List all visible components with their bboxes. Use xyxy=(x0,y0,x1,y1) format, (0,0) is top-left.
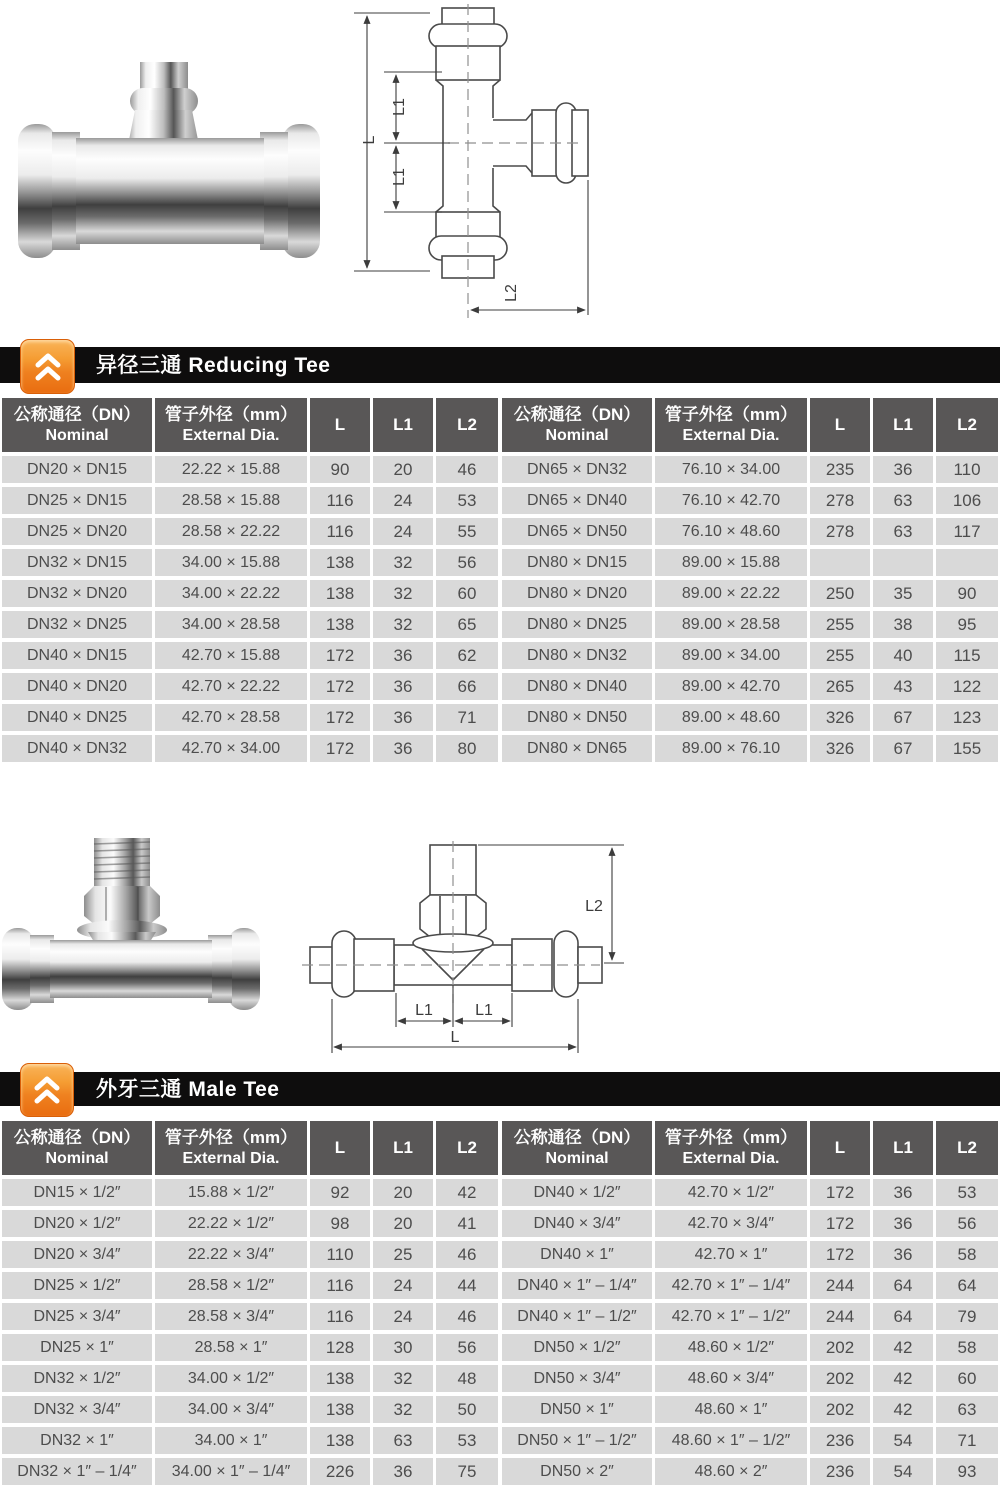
header-row xyxy=(502,1121,998,1175)
table-cell: 89.00 × 34.00 xyxy=(655,642,807,669)
double-chevron-up-icon xyxy=(28,1072,66,1108)
table-cell: DN32 × 1/2″ xyxy=(2,1365,152,1392)
column-header: L2 xyxy=(936,1121,998,1175)
press-bead-right xyxy=(228,928,260,1010)
table-cell: 34.00 × 28.58 xyxy=(155,611,307,638)
table-cell: 63 xyxy=(373,1427,433,1454)
table-cell: 36 xyxy=(873,1241,933,1268)
table-cell: 46 xyxy=(436,456,498,483)
table-row xyxy=(502,1303,998,1330)
table-cell: DN32 × 1″ – 1/4″ xyxy=(2,1458,152,1485)
male-tee-drawing xyxy=(300,833,665,1065)
header-row xyxy=(502,398,998,452)
table-cell: 42.70 × 15.88 xyxy=(155,642,307,669)
dim-label-l: L xyxy=(361,135,378,145)
table-cell: 50 xyxy=(436,1396,498,1423)
table-cell: DN40 × DN32 xyxy=(2,735,152,762)
table-row xyxy=(502,611,998,638)
table-cell: 79 xyxy=(936,1303,998,1330)
table-row xyxy=(2,1241,498,1268)
table-cell: DN32 × DN20 xyxy=(2,580,152,607)
table-cell: 24 xyxy=(373,518,433,545)
table-cell: 32 xyxy=(373,611,433,638)
table-cell: 42.70 × 28.58 xyxy=(155,704,307,731)
table-cell: 75 xyxy=(436,1458,498,1485)
table-row xyxy=(2,1427,498,1454)
table-cell: 110 xyxy=(310,1241,370,1268)
reducing-section-badge xyxy=(20,339,75,394)
table-cell: DN40 × 1″ – 1/4″ xyxy=(502,1272,652,1299)
table-cell: 236 xyxy=(810,1427,870,1454)
column-header: L1 xyxy=(373,398,433,452)
table-cell: 46 xyxy=(436,1303,498,1330)
table-cell: 278 xyxy=(810,487,870,514)
table-cell: 255 xyxy=(810,611,870,638)
table-cell: 64 xyxy=(873,1272,933,1299)
table-cell: 34.00 × 3/4″ xyxy=(155,1396,307,1423)
table-cell: 58 xyxy=(936,1334,998,1361)
reducing-section-title: 异径三通 Reducing Tee xyxy=(96,354,331,377)
reducing-tee-table xyxy=(2,398,1000,762)
table-row xyxy=(2,673,498,700)
press-sleeve-right xyxy=(260,132,288,250)
tee-outline xyxy=(310,845,602,997)
table-cell: 48 xyxy=(436,1365,498,1392)
table-cell: DN80 × DN50 xyxy=(502,704,652,731)
table-cell: 65 xyxy=(436,611,498,638)
table-cell: 71 xyxy=(936,1427,998,1454)
table-row xyxy=(502,456,998,483)
table-cell: 28.58 × 1″ xyxy=(155,1334,307,1361)
table-cell: 42 xyxy=(873,1365,933,1392)
table-cell: DN65 × DN50 xyxy=(502,518,652,545)
table-cell: 67 xyxy=(873,704,933,731)
column-header: L xyxy=(810,398,870,452)
table-cell: 34.00 × 1″ xyxy=(155,1427,307,1454)
table-cell: DN80 × DN32 xyxy=(502,642,652,669)
table-cell: DN80 × DN20 xyxy=(502,580,652,607)
table-row xyxy=(2,1303,498,1330)
table-cell: 244 xyxy=(810,1303,870,1330)
table-cell: DN80 × DN15 xyxy=(502,549,652,576)
table-row xyxy=(502,1458,998,1485)
table-cell: 58 xyxy=(936,1241,998,1268)
table-cell: DN25 × 1″ xyxy=(2,1334,152,1361)
table-cell: 202 xyxy=(810,1334,870,1361)
table-cell: 32 xyxy=(373,549,433,576)
column-header: 公称通径（DN） Nominal xyxy=(2,398,152,452)
table-cell: 63 xyxy=(873,487,933,514)
column-header: L xyxy=(810,1121,870,1175)
column-header: 管子外径（mm） External Dia. xyxy=(155,1121,307,1175)
column-header: L1 xyxy=(373,1121,433,1175)
table-cell: DN50 × 1″ xyxy=(502,1396,652,1423)
reducing-table-left xyxy=(0,394,501,766)
table-cell: 53 xyxy=(936,1179,998,1206)
table-cell: 62 xyxy=(436,642,498,669)
reducing-tee-drawing xyxy=(330,0,720,335)
table-cell: 34.00 × 15.88 xyxy=(155,549,307,576)
table-cell: 28.58 × 15.88 xyxy=(155,487,307,514)
table-cell: 36 xyxy=(373,1458,433,1485)
table-cell: 89.00 × 42.70 xyxy=(655,673,807,700)
table-cell: 36 xyxy=(873,456,933,483)
table-cell: 172 xyxy=(310,673,370,700)
table-cell: 89.00 × 15.88 xyxy=(655,549,807,576)
table-row xyxy=(502,1179,998,1206)
table-row xyxy=(502,1210,998,1237)
reducing-table-right xyxy=(499,394,1000,766)
table-cell: 54 xyxy=(873,1458,933,1485)
table-cell: 24 xyxy=(373,1303,433,1330)
table-cell: 55 xyxy=(436,518,498,545)
column-header: 公称通径（DN） Nominal xyxy=(2,1121,152,1175)
table-cell: 44 xyxy=(436,1272,498,1299)
table-cell: 116 xyxy=(310,1303,370,1330)
table-cell: 42.70 × 1/2″ xyxy=(655,1179,807,1206)
column-header: 公称通径（DN） Nominal xyxy=(502,1121,652,1175)
table-row xyxy=(2,1210,498,1237)
table-cell: 98 xyxy=(310,1210,370,1237)
column-header: L2 xyxy=(436,1121,498,1175)
table-cell: 172 xyxy=(310,642,370,669)
table-cell: 89.00 × 28.58 xyxy=(655,611,807,638)
table-cell: DN50 × 3/4″ xyxy=(502,1365,652,1392)
table-cell: 71 xyxy=(436,704,498,731)
table-cell: 42.70 × 3/4″ xyxy=(655,1210,807,1237)
table-cell: 172 xyxy=(310,704,370,731)
table-cell: 36 xyxy=(373,704,433,731)
table-cell: 250 xyxy=(810,580,870,607)
table-cell: 172 xyxy=(810,1179,870,1206)
table-row xyxy=(502,487,998,514)
table-row xyxy=(2,611,498,638)
table-cell: 36 xyxy=(873,1179,933,1206)
table-cell: 172 xyxy=(810,1241,870,1268)
table-row xyxy=(502,704,998,731)
press-bead-left xyxy=(18,124,56,258)
table-cell: 32 xyxy=(373,580,433,607)
table-cell: DN65 × DN40 xyxy=(502,487,652,514)
column-header: L xyxy=(310,398,370,452)
table-cell: 42.70 × 1″ – 1/2″ xyxy=(655,1303,807,1330)
table-row xyxy=(2,1458,498,1485)
table-cell: DN32 × 1″ xyxy=(2,1427,152,1454)
table-cell: DN32 × DN25 xyxy=(2,611,152,638)
table-cell: 20 xyxy=(373,456,433,483)
table-cell: 265 xyxy=(810,673,870,700)
table-cell: 28.58 × 1/2″ xyxy=(155,1272,307,1299)
table-cell: 32 xyxy=(373,1365,433,1392)
table-cell: 66 xyxy=(436,673,498,700)
table-cell: 235 xyxy=(810,456,870,483)
table-cell: DN20 × 1/2″ xyxy=(2,1210,152,1237)
table-row xyxy=(2,1365,498,1392)
table-cell: DN50 × 2″ xyxy=(502,1458,652,1485)
table-cell: 36 xyxy=(373,735,433,762)
table-row xyxy=(2,580,498,607)
male-tee-photo xyxy=(0,832,262,1030)
table-cell: 28.58 × 3/4″ xyxy=(155,1303,307,1330)
press-bead-left xyxy=(2,928,34,1010)
table-row xyxy=(2,487,498,514)
table-cell: 92 xyxy=(310,1179,370,1206)
table-cell xyxy=(936,549,998,576)
table-cell: 60 xyxy=(436,580,498,607)
table-cell: 255 xyxy=(810,642,870,669)
table-cell: 22.22 × 1/2″ xyxy=(155,1210,307,1237)
table-cell: 42 xyxy=(873,1396,933,1423)
table-cell: 24 xyxy=(373,1272,433,1299)
table-cell: 64 xyxy=(873,1303,933,1330)
table-cell: 155 xyxy=(936,735,998,762)
table-row xyxy=(502,518,998,545)
table-cell: 53 xyxy=(436,487,498,514)
table-cell: DN50 × 1/2″ xyxy=(502,1334,652,1361)
dim-label-l2: L2 xyxy=(585,898,603,915)
table-cell: DN40 × DN15 xyxy=(2,642,152,669)
table-cell: 89.00 × 22.22 xyxy=(655,580,807,607)
table-row xyxy=(502,735,998,762)
table-cell: 42.70 × 34.00 xyxy=(155,735,307,762)
table-cell: 48.60 × 1/2″ xyxy=(655,1334,807,1361)
table-cell: DN40 × DN20 xyxy=(2,673,152,700)
table-cell: 116 xyxy=(310,1272,370,1299)
table-cell: 34.00 × 22.22 xyxy=(155,580,307,607)
table-cell: 95 xyxy=(936,611,998,638)
table-cell: 42 xyxy=(436,1179,498,1206)
table-cell: 138 xyxy=(310,1427,370,1454)
table-cell: 43 xyxy=(873,673,933,700)
table-cell: 56 xyxy=(936,1210,998,1237)
table-cell: 20 xyxy=(373,1210,433,1237)
table-cell xyxy=(873,549,933,576)
table-row xyxy=(2,735,498,762)
table-cell: 278 xyxy=(810,518,870,545)
table-cell: 41 xyxy=(436,1210,498,1237)
dim-label-l1-bottom: L1 xyxy=(391,168,408,186)
table-cell: DN50 × 1″ – 1/2″ xyxy=(502,1427,652,1454)
dim-label-l1-right: L1 xyxy=(475,1002,493,1019)
table-cell: DN32 × DN15 xyxy=(2,549,152,576)
table-cell: 25 xyxy=(373,1241,433,1268)
table-row xyxy=(502,580,998,607)
table-cell: DN20 × DN15 xyxy=(2,456,152,483)
table-row xyxy=(502,1334,998,1361)
table-cell: 42.70 × 1″ xyxy=(655,1241,807,1268)
table-cell: 48.60 × 1″ – 1/2″ xyxy=(655,1427,807,1454)
table-cell: 36 xyxy=(373,642,433,669)
table-cell: 89.00 × 76.10 xyxy=(655,735,807,762)
table-cell: 76.10 × 42.70 xyxy=(655,487,807,514)
table-cell: 138 xyxy=(310,1396,370,1423)
table-cell: 202 xyxy=(810,1396,870,1423)
table-cell: 115 xyxy=(936,642,998,669)
table-cell: DN40 × DN25 xyxy=(2,704,152,731)
table-cell: 326 xyxy=(810,704,870,731)
header-row xyxy=(2,398,498,452)
table-cell: 54 xyxy=(873,1427,933,1454)
table-cell: DN40 × 3/4″ xyxy=(502,1210,652,1237)
table-cell: 122 xyxy=(936,673,998,700)
table-cell: 22.22 × 15.88 xyxy=(155,456,307,483)
table-cell: 116 xyxy=(310,518,370,545)
table-cell: 63 xyxy=(936,1396,998,1423)
male-table-right xyxy=(499,1117,1000,1489)
table-cell: DN40 × 1″ xyxy=(502,1241,652,1268)
table-cell: 90 xyxy=(936,580,998,607)
column-header: 公称通径（DN） Nominal xyxy=(502,398,652,452)
table-cell: 172 xyxy=(310,735,370,762)
table-row xyxy=(2,1334,498,1361)
table-row xyxy=(2,1396,498,1423)
table-row xyxy=(502,1396,998,1423)
table-cell: 38 xyxy=(873,611,933,638)
table-cell: DN25 × 3/4″ xyxy=(2,1303,152,1330)
table-cell: 90 xyxy=(310,456,370,483)
branch-up xyxy=(127,62,200,150)
table-cell: DN40 × 1/2″ xyxy=(502,1179,652,1206)
table-cell: 36 xyxy=(373,673,433,700)
table-row xyxy=(2,456,498,483)
table-row xyxy=(2,642,498,669)
table-cell: 244 xyxy=(810,1272,870,1299)
table-cell: DN15 × 1/2″ xyxy=(2,1179,152,1206)
tee-body xyxy=(76,138,264,244)
column-header: L1 xyxy=(873,398,933,452)
column-header: 管子外径（mm） External Dia. xyxy=(655,1121,807,1175)
table-cell: 28.58 × 22.22 xyxy=(155,518,307,545)
column-header: L xyxy=(310,1121,370,1175)
table-cell: 32 xyxy=(373,1396,433,1423)
table-cell: 30 xyxy=(373,1334,433,1361)
table-row xyxy=(2,549,498,576)
table-cell: 326 xyxy=(810,735,870,762)
table-cell: 123 xyxy=(936,704,998,731)
table-cell: 24 xyxy=(373,487,433,514)
table-cell: 138 xyxy=(310,580,370,607)
table-cell: 34.00 × 1/2″ xyxy=(155,1365,307,1392)
table-row xyxy=(2,1179,498,1206)
table-cell: 48.60 × 3/4″ xyxy=(655,1365,807,1392)
reducing-tee-photo xyxy=(10,60,330,275)
table-cell: 76.10 × 34.00 xyxy=(655,456,807,483)
table-cell: 80 xyxy=(436,735,498,762)
table-cell: 236 xyxy=(810,1458,870,1485)
table-cell: 42.70 × 22.22 xyxy=(155,673,307,700)
table-cell: 46 xyxy=(436,1241,498,1268)
table-cell: 117 xyxy=(936,518,998,545)
table-cell: 34.00 × 1″ – 1/4″ xyxy=(155,1458,307,1485)
table-cell: 138 xyxy=(310,611,370,638)
table-cell xyxy=(810,549,870,576)
male-section-badge xyxy=(20,1063,74,1117)
male-section-title: 外牙三通 Male Tee xyxy=(96,1078,280,1101)
table-row xyxy=(502,1365,998,1392)
column-header: L2 xyxy=(936,398,998,452)
table-cell: 48.60 × 2″ xyxy=(655,1458,807,1485)
table-cell: 64 xyxy=(936,1272,998,1299)
double-chevron-up-icon xyxy=(29,349,67,385)
table-cell: 56 xyxy=(436,549,498,576)
table-row xyxy=(2,1272,498,1299)
table-cell: 22.22 × 3/4″ xyxy=(155,1241,307,1268)
tee-body xyxy=(50,940,212,998)
table-cell: DN20 × 3/4″ xyxy=(2,1241,152,1268)
table-cell: 42 xyxy=(873,1334,933,1361)
table-cell: 106 xyxy=(936,487,998,514)
table-cell: 93 xyxy=(936,1458,998,1485)
table-cell: DN65 × DN32 xyxy=(502,456,652,483)
male-table-left xyxy=(0,1117,501,1489)
column-header: 管子外径（mm） External Dia. xyxy=(155,398,307,452)
table-cell: 60 xyxy=(936,1365,998,1392)
column-header: L1 xyxy=(873,1121,933,1175)
table-row xyxy=(502,1241,998,1268)
column-header: L2 xyxy=(436,398,498,452)
dim-label-l2: L2 xyxy=(503,284,520,302)
male-tee-table xyxy=(2,1121,1000,1485)
table-cell: 15.88 × 1/2″ xyxy=(155,1179,307,1206)
table-cell: 172 xyxy=(810,1210,870,1237)
table-cell: DN25 × DN15 xyxy=(2,487,152,514)
table-row xyxy=(2,704,498,731)
table-row xyxy=(502,1427,998,1454)
table-cell: 56 xyxy=(436,1334,498,1361)
dim-label-l1-left: L1 xyxy=(415,1002,433,1019)
table-cell: 89.00 × 48.60 xyxy=(655,704,807,731)
table-cell: 110 xyxy=(936,456,998,483)
dim-label-l: L xyxy=(450,1029,460,1046)
table-row xyxy=(502,1272,998,1299)
table-cell: 67 xyxy=(873,735,933,762)
table-cell: 138 xyxy=(310,1365,370,1392)
table-cell: 35 xyxy=(873,580,933,607)
header-row xyxy=(2,1121,498,1175)
column-header: 管子外径（mm） External Dia. xyxy=(655,398,807,452)
table-cell: 48.60 × 1″ xyxy=(655,1396,807,1423)
table-cell: DN25 × 1/2″ xyxy=(2,1272,152,1299)
table-cell: 226 xyxy=(310,1458,370,1485)
table-cell: DN32 × 3/4″ xyxy=(2,1396,152,1423)
dim-label-l1-top: L1 xyxy=(391,98,408,116)
table-cell: DN80 × DN25 xyxy=(502,611,652,638)
table-cell: 40 xyxy=(873,642,933,669)
table-row xyxy=(502,673,998,700)
hex-nut xyxy=(84,886,160,924)
table-cell: 63 xyxy=(873,518,933,545)
press-sleeve-left xyxy=(52,132,80,250)
table-cell: 36 xyxy=(873,1210,933,1237)
table-row xyxy=(502,549,998,576)
table-cell: DN80 × DN65 xyxy=(502,735,652,762)
table-cell: 128 xyxy=(310,1334,370,1361)
table-cell: 116 xyxy=(310,487,370,514)
table-cell: 42.70 × 1″ – 1/4″ xyxy=(655,1272,807,1299)
table-row xyxy=(502,642,998,669)
table-cell: 76.10 × 48.60 xyxy=(655,518,807,545)
table-row xyxy=(2,518,498,545)
table-cell: 202 xyxy=(810,1365,870,1392)
table-cell: DN80 × DN40 xyxy=(502,673,652,700)
table-cell: DN40 × 1″ – 1/2″ xyxy=(502,1303,652,1330)
table-cell: 53 xyxy=(436,1427,498,1454)
table-cell: 138 xyxy=(310,549,370,576)
table-cell: DN25 × DN20 xyxy=(2,518,152,545)
table-cell: 20 xyxy=(373,1179,433,1206)
